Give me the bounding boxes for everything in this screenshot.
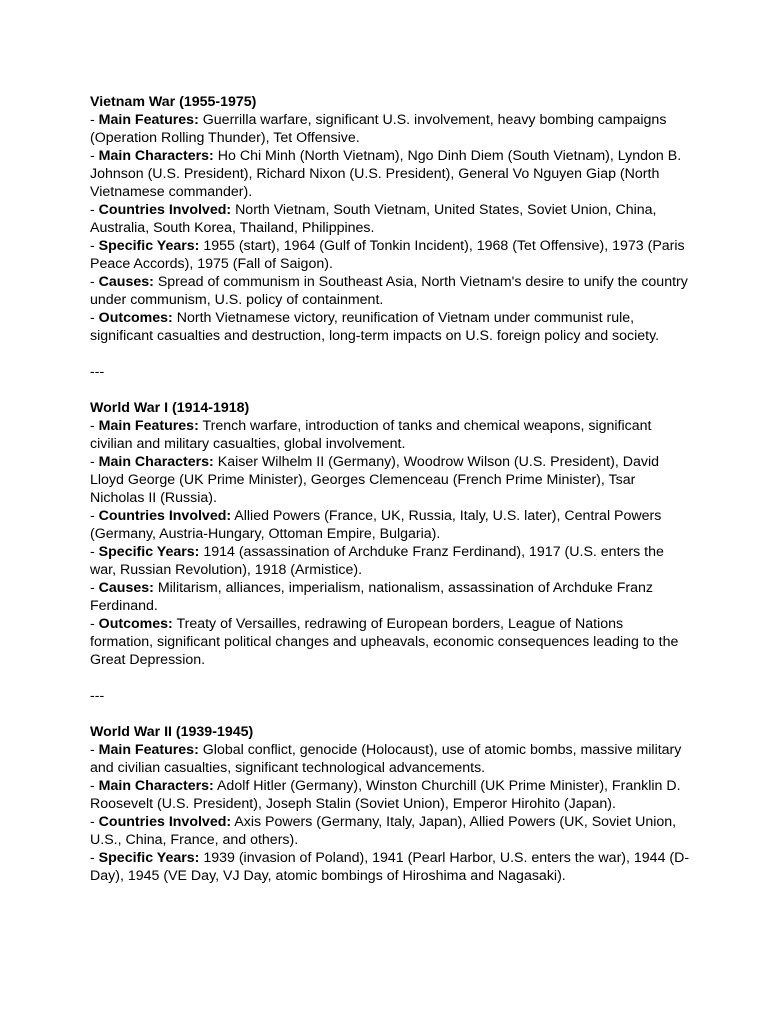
item-text: Adolf Hitler (Germany), Winston Churchill (UK Prime Minister), Franklin D. Roosevelt (U.S. President), Joseph Stalin (Soviet Union), Emperor Hirohito (Japan). (90, 778, 681, 812)
spacer (90, 345, 690, 363)
section-title: World War I (1914-1918) (90, 400, 250, 416)
bullet: - (90, 310, 99, 326)
item-causes (90, 579, 690, 615)
item-main-characters (90, 453, 690, 507)
item-text: 1955 (start), 1964 (Gulf of Tonkin Incident), 1968 (Tet Offensive), 1973 (Paris Peace Accords), 1975 (Fall of Saigon). (90, 238, 685, 272)
section-world-war-i (90, 399, 690, 669)
section-separator: --- (90, 688, 105, 704)
item-label: Specific Years: (98, 850, 200, 866)
item-text: Allied Powers (France, UK, Russia, Italy, U.S. later), Central Powers (Germany, Austria-Hungary, Ottoman Empire, Bulgaria). (90, 508, 662, 542)
item-text: 1939 (invasion of Poland), 1941 (Pearl Harbor, U.S. enters the war), 1944 (D-Day), 1945 (VE Day, VJ Day, atomic bombings of Hiroshima and Nagasaki). (90, 850, 690, 884)
item-causes (90, 273, 690, 309)
section-title: World War II (1939-1945) (90, 724, 254, 740)
item-text: Global conflict, genocide (Holocaust), use of atomic bombs, massive military and civilian casualties, significant technological advancements. (90, 742, 682, 776)
bullet: - (90, 814, 99, 830)
item-label: Causes: (98, 580, 154, 596)
bullet: - (90, 778, 99, 794)
item-main-features (90, 417, 690, 453)
item-specific-years (90, 849, 690, 885)
item-label: Main Characters: (98, 148, 214, 164)
bullet: - (90, 274, 99, 290)
spacer (90, 669, 690, 687)
item-main-features (90, 741, 690, 777)
item-label: Specific Years: (98, 238, 200, 254)
item-text: Trench warfare, introduction of tanks and chemical weapons, significant civilian and military casualties, global involvement. (90, 418, 652, 452)
spacer (90, 705, 690, 723)
item-text: Kaiser Wilhelm II (Germany), Woodrow Wilson (U.S. President), David Lloyd George (UK Prime Minister), Georges Clemenceau (French Prime Minister), Tsar Nicholas II (Russia). (90, 454, 659, 506)
item-label: Main Characters: (98, 454, 214, 470)
item-specific-years (90, 543, 690, 579)
bullet: - (90, 454, 99, 470)
item-text: Axis Powers (Germany, Italy, Japan), Allied Powers (UK, Soviet Union, U.S., China, France, and others). (90, 814, 677, 848)
bullet: - (90, 148, 99, 164)
bullet: - (90, 544, 99, 560)
bullet: - (90, 238, 99, 254)
section-vietnam-war (90, 93, 690, 345)
item-label: Countries Involved: (98, 814, 232, 830)
bullet: - (90, 616, 99, 632)
bullet: - (90, 418, 99, 434)
item-text: 1914 (assassination of Archduke Franz Ferdinand), 1917 (U.S. enters the war, Russian Revolution), 1918 (Armistice). (90, 544, 664, 578)
item-main-features (90, 111, 690, 147)
item-text: Treaty of Versailles, redrawing of European borders, League of Nations formation, significant political changes and upheavals, economic consequences leading to the Great Depression. (90, 616, 679, 668)
item-specific-years (90, 237, 690, 273)
item-label: Main Features: (98, 112, 199, 128)
bullet: - (90, 112, 99, 128)
item-label: Countries Involved: (98, 202, 232, 218)
item-outcomes (90, 615, 690, 669)
section-world-war-ii (90, 723, 690, 885)
item-countries-involved (90, 813, 690, 849)
item-main-characters (90, 147, 690, 201)
item-countries-involved (90, 201, 690, 237)
item-label: Main Features: (98, 418, 199, 434)
item-text: North Vietnam, South Vietnam, United States, Soviet Union, China, Australia, South Korea, Thailand, Philippines. (90, 202, 657, 236)
section-title: Vietnam War (1955-1975) (90, 94, 257, 110)
item-label: Main Features: (98, 742, 199, 758)
section-separator: --- (90, 364, 105, 380)
bullet: - (90, 202, 99, 218)
item-countries-involved (90, 507, 690, 543)
bullet: - (90, 850, 99, 866)
item-label: Specific Years: (98, 544, 200, 560)
item-text: Spread of communism in Southeast Asia, North Vietnam's desire to unify the country under communism, U.S. policy of containment. (90, 274, 688, 308)
item-label: Main Characters: (98, 778, 214, 794)
item-text: Guerrilla warfare, significant U.S. involvement, heavy bombing campaigns (Operation Rolling Thunder), Tet Offensive. (90, 112, 667, 146)
item-text: Militarism, alliances, imperialism, nationalism, assassination of Archduke Franz Ferdinand. (90, 580, 653, 614)
item-main-characters (90, 777, 690, 813)
item-outcomes (90, 309, 690, 345)
item-label: Outcomes: (98, 310, 173, 326)
document-page (90, 93, 690, 885)
bullet: - (90, 742, 99, 758)
spacer (90, 381, 690, 399)
item-text: Ho Chi Minh (North Vietnam), Ngo Dinh Diem (South Vietnam), Lyndon B. Johnson (U.S. President), Richard Nixon (U.S. President), General Vo Nguyen Giap (North Vietnamese commander). (90, 148, 682, 200)
item-label: Outcomes: (98, 616, 173, 632)
bullet: - (90, 580, 99, 596)
item-text: North Vietnamese victory, reunification of Vietnam under communist rule, significant casualties and destruction, long-term impacts on U.S. foreign policy and society. (90, 310, 660, 344)
item-label: Causes: (98, 274, 154, 290)
bullet: - (90, 508, 99, 524)
item-label: Countries Involved: (98, 508, 232, 524)
